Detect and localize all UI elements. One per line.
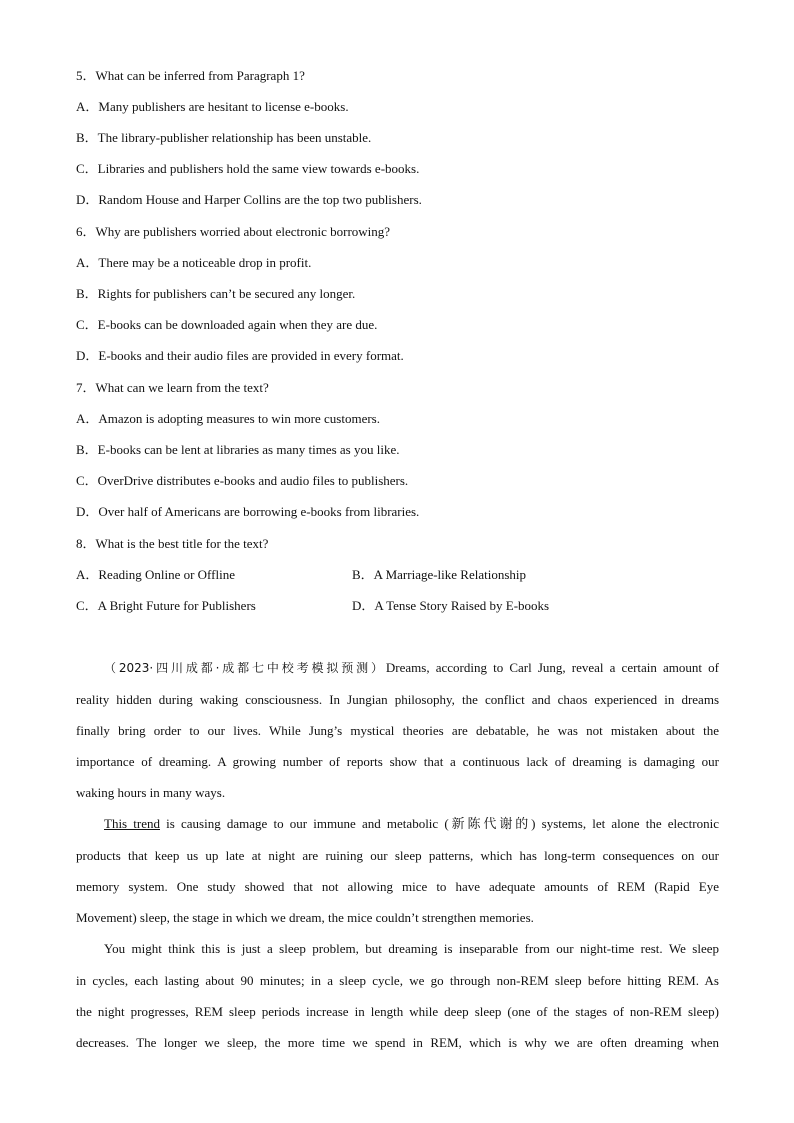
passage-paragraph-3-line-2: in cycles, each lasting about 90 minutes; in a sleep cycle, we go through non-REM sleep before hitting REM. As — [76, 973, 719, 988]
question-5-stem: 5．What can be inferred from Paragraph 1? — [76, 68, 305, 83]
question-8-option-b: B．A Marriage-like Relationship — [352, 567, 527, 582]
passage-paragraph-1-line-4: importance of dreaming. A growing number of reports show that a continuous lack of dreaming is damaging our — [76, 754, 719, 769]
passage-paragraph-3-line-1: You might think this is just a sleep problem, but dreaming is inseparable from our night-time rest. We sleep — [104, 941, 719, 956]
passage-paragraph-2-line-2: products that keep us up late at night are ruining our sleep patterns, which has long-term consequences on our — [76, 848, 719, 863]
passage-paragraph-1-line-3: finally bring order to our lives. While Jung’s mystical theories are debatable, he was not mistaken about the — [76, 723, 719, 738]
passage-paragraph-1-line-1 — [104, 660, 719, 676]
question-8-option-a: A．Reading Online or Offline — [76, 567, 235, 582]
question-7-stem: 7．What can we learn from the text? — [76, 380, 269, 395]
underlined-phrase: This trend — [104, 816, 160, 831]
question-6-option-a: A．There may be a noticeable drop in profit. — [76, 255, 312, 270]
question-5-option-d: D．Random House and Harper Collins are the top two publishers. — [76, 192, 422, 207]
question-6-option-c: C．E-books can be downloaded again when they are due. — [76, 317, 378, 332]
passage-source: （2023·四川成都·成都七中校考模拟预测） — [104, 661, 386, 675]
passage-paragraph-2-line-3: memory system. One study showed that not allowing mice to have adequate amounts of REM (Rapid Eye — [76, 879, 719, 894]
question-8-stem: 8．What is the best title for the text? — [76, 536, 269, 551]
question-6-stem: 6．Why are publishers worried about electronic borrowing? — [76, 224, 391, 239]
passage-paragraph-3-line-4: decreases. The longer we sleep, the more time we spend in REM, which is why we are often dreaming when — [76, 1035, 719, 1050]
question-7-option-d: D．Over half of Americans are borrowing e-books from libraries. — [76, 504, 420, 519]
passage-paragraph-1-line-5: waking hours in many ways. — [76, 785, 226, 800]
question-8-option-d: D．A Tense Story Raised by E-books — [352, 598, 550, 613]
passage-paragraph-3-line-3: the night progresses, REM sleep periods increase in length while deep sleep (one of the stages of non-REM sleep) — [76, 1004, 719, 1019]
question-6-option-b: B．Rights for publishers can’t be secured any longer. — [76, 286, 356, 301]
passage-p2-text-1: is causing damage to our immune and metabolic (新陈代谢的) systems, let alone the electronic — [160, 816, 720, 831]
question-5-option-c: C．Libraries and publishers hold the same view towards e-books. — [76, 161, 420, 176]
question-7-option-b: B．E-books can be lent at libraries as many times as you like. — [76, 442, 400, 457]
question-7-option-a: A．Amazon is adopting measures to win more customers. — [76, 411, 380, 426]
passage-p1-text-1: Dreams, according to Carl Jung, reveal a certain amount of — [385, 660, 719, 675]
question-6-option-d: D．E-books and their audio files are provided in every format. — [76, 348, 404, 363]
passage-paragraph-2-line-1 — [104, 816, 719, 832]
question-5-option-b: B．The library-publisher relationship has been unstable. — [76, 130, 372, 145]
question-5-option-a: A．Many publishers are hesitant to license e-books. — [76, 99, 349, 114]
question-8-option-c: C．A Bright Future for Publishers — [76, 598, 256, 613]
question-7-option-c: C．OverDrive distributes e-books and audio files to publishers. — [76, 473, 409, 488]
passage-paragraph-1-line-2: reality hidden during waking consciousness. In Jungian philosophy, the conflict and chaos experienced in dreams — [76, 692, 719, 707]
passage-paragraph-2-line-4: Movement) sleep, the stage in which we dream, the mice couldn’t strengthen memories. — [76, 910, 534, 925]
